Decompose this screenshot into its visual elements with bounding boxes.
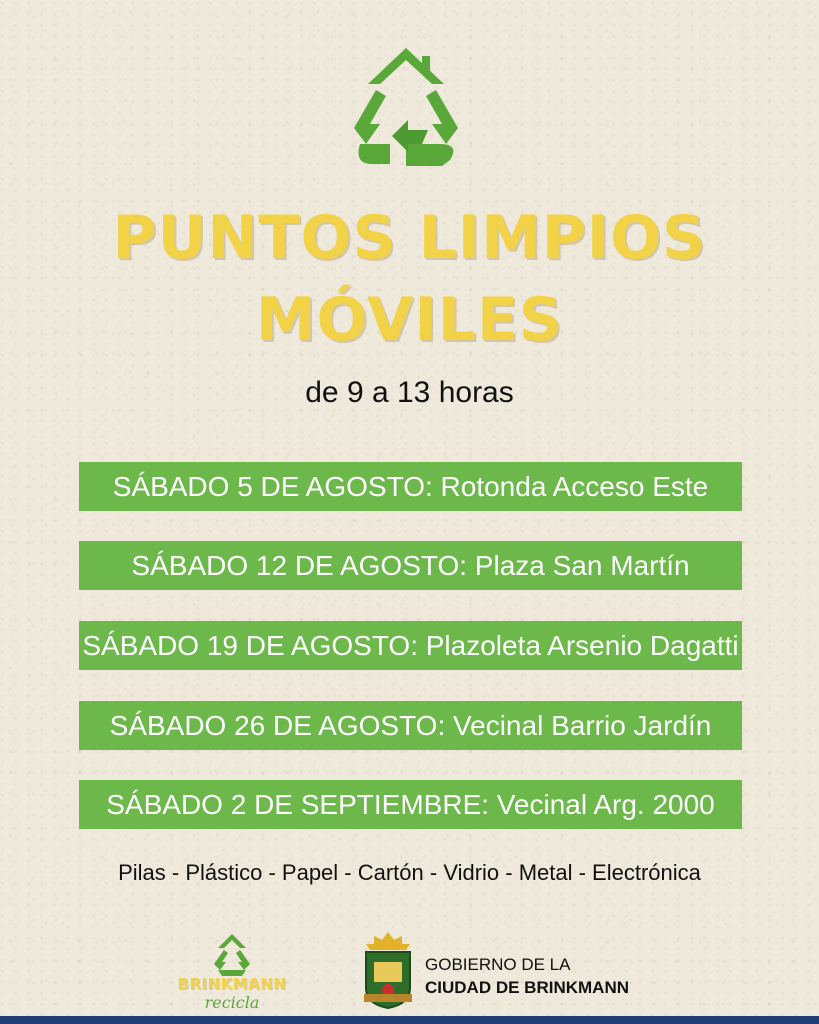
hours-text: de 9 a 13 horas xyxy=(305,376,514,409)
gov-line2: CIUDAD DE BRINKMANN xyxy=(425,978,629,997)
brand-name: BRINKMANN xyxy=(177,975,287,993)
schedule-item: SÁBADO 2 DE SEPTIEMBRE: Vecinal Arg. 2000 xyxy=(79,780,742,829)
materials-list: Pilas - Plástico - Papel - Cartón - Vidrio - Metal - Electrónica xyxy=(118,860,701,885)
brand-tagline: recicla xyxy=(204,993,260,1012)
schedule-item: SÁBADO 12 DE AGOSTO: Plaza San Martín xyxy=(79,541,742,590)
municipal-shield-icon xyxy=(360,930,416,1010)
bottom-bar xyxy=(0,1016,819,1024)
schedule-item: SÁBADO 19 DE AGOSTO: Plazoleta Arsenio Dagatti xyxy=(79,621,742,670)
schedule-item: SÁBADO 26 DE AGOSTO: Vecinal Barrio Jardín xyxy=(79,701,742,750)
page-title-line2: MÓVILES xyxy=(255,285,564,355)
gov-line1: GOBIERNO DE LA xyxy=(425,955,571,974)
page-title-line1: PUNTOS LIMPIOS xyxy=(112,203,707,273)
schedule-item: SÁBADO 5 DE AGOSTO: Rotonda Acceso Este xyxy=(79,462,742,511)
recycle-house-icon xyxy=(346,44,466,170)
